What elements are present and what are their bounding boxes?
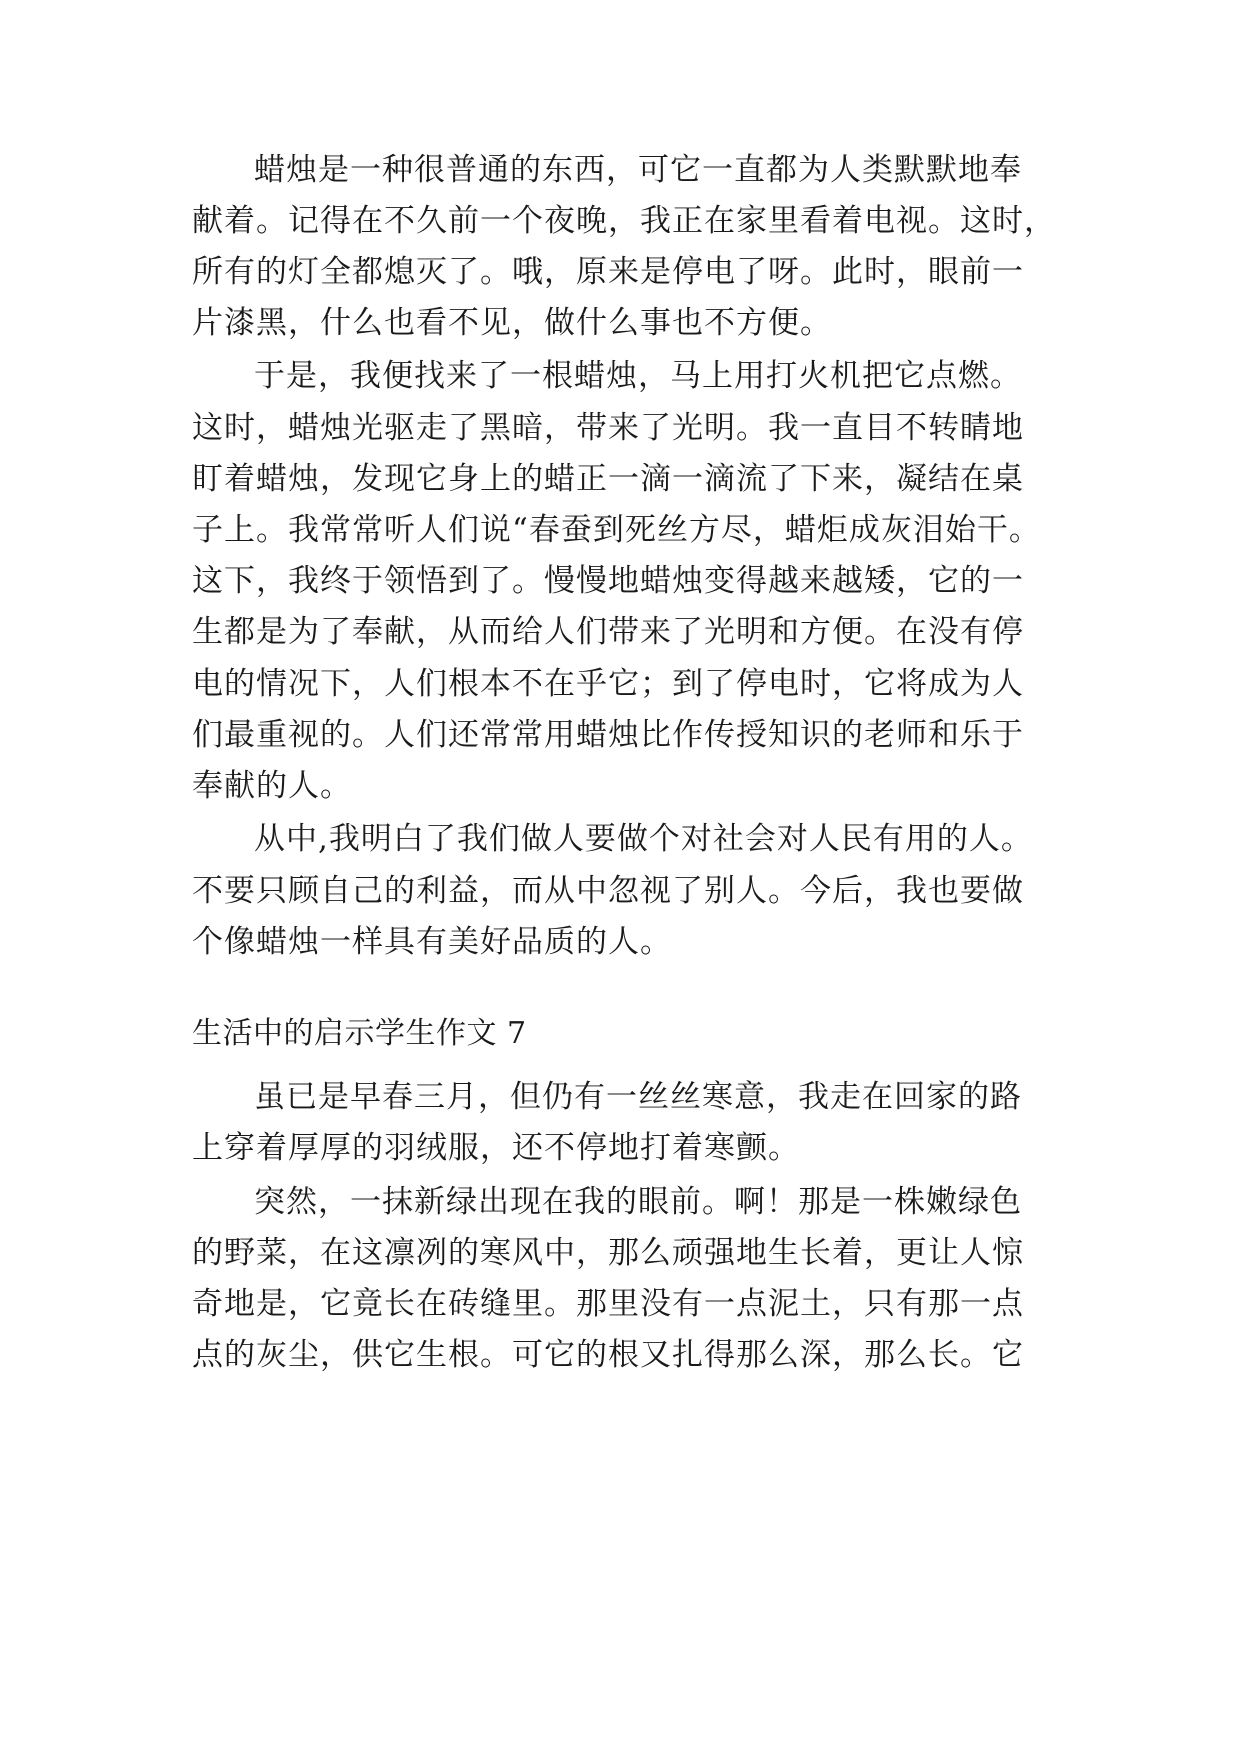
text-line: 从中,我明白了我们做人要做个对社会对人民有用的人。 — [254, 821, 1033, 857]
text-line: 不要只顾自己的利益，而从中忽视了别人。今后，我也要做 — [192, 873, 1024, 909]
text-line: 片漆黑，什么也看不见，做什么事也不方便。 — [192, 305, 832, 341]
section-title: 生活中的启示学生作文 7 — [192, 1016, 527, 1051]
text-line: 电的情况下，人们根本不在乎它；到了停电时，它将成为人 — [192, 666, 1024, 702]
text-line: 于是，我便找来了一根蜡烛，马上用打火机把它点燃。 — [254, 358, 1022, 394]
text-line: 蜡烛是一种很普通的东西，可它一直都为人类默默地奉 — [254, 152, 1022, 188]
text-line: 点的灰尘，供它生根。可它的根又扎得那么深，那么长。它 — [192, 1337, 1024, 1373]
text-line: 们最重视的。人们还常常用蜡烛比作传授知识的老师和乐于 — [192, 717, 1024, 753]
text-line: 献着。记得在不久前一个夜晚，我正在家里看着电视。这时， — [192, 203, 1056, 239]
text-line: 突然，一抹新绿出现在我的眼前。啊！那是一株嫩绿色 — [254, 1184, 1022, 1220]
text-line: 子上。我常常听人们说“春蚕到死丝方尽，蜡炬成灰泪始干。 — [192, 512, 1041, 548]
text-line: 所有的灯全都熄灭了。哦，原来是停电了呀。此时，眼前一 — [192, 254, 1024, 290]
text-line: 这时，蜡烛光驱走了黑暗，带来了光明。我一直目不转睛地 — [192, 410, 1024, 446]
text-line: 的野菜，在这凛冽的寒风中，那么顽强地生长着，更让人惊 — [192, 1235, 1024, 1271]
text-line: 生都是为了奉献，从而给人们带来了光明和方便。在没有停 — [192, 614, 1024, 650]
text-line: 虽已是早春三月，但仍有一丝丝寒意，我走在回家的路 — [254, 1079, 1022, 1115]
text-line: 奉献的人。 — [192, 768, 352, 804]
text-line: 个像蜡烛一样具有美好品质的人。 — [192, 924, 672, 960]
text-line: 这下，我终于领悟到了。慢慢地蜡烛变得越来越矮，它的一 — [192, 563, 1024, 599]
text-line: 奇地是，它竟长在砖缝里。那里没有一点泥土，只有那一点 — [192, 1286, 1024, 1322]
text-line: 上穿着厚厚的羽绒服，还不停地打着寒颤。 — [192, 1130, 800, 1166]
text-line: 盯着蜡烛，发现它身上的蜡正一滴一滴流了下来，凝结在桌 — [192, 461, 1024, 497]
